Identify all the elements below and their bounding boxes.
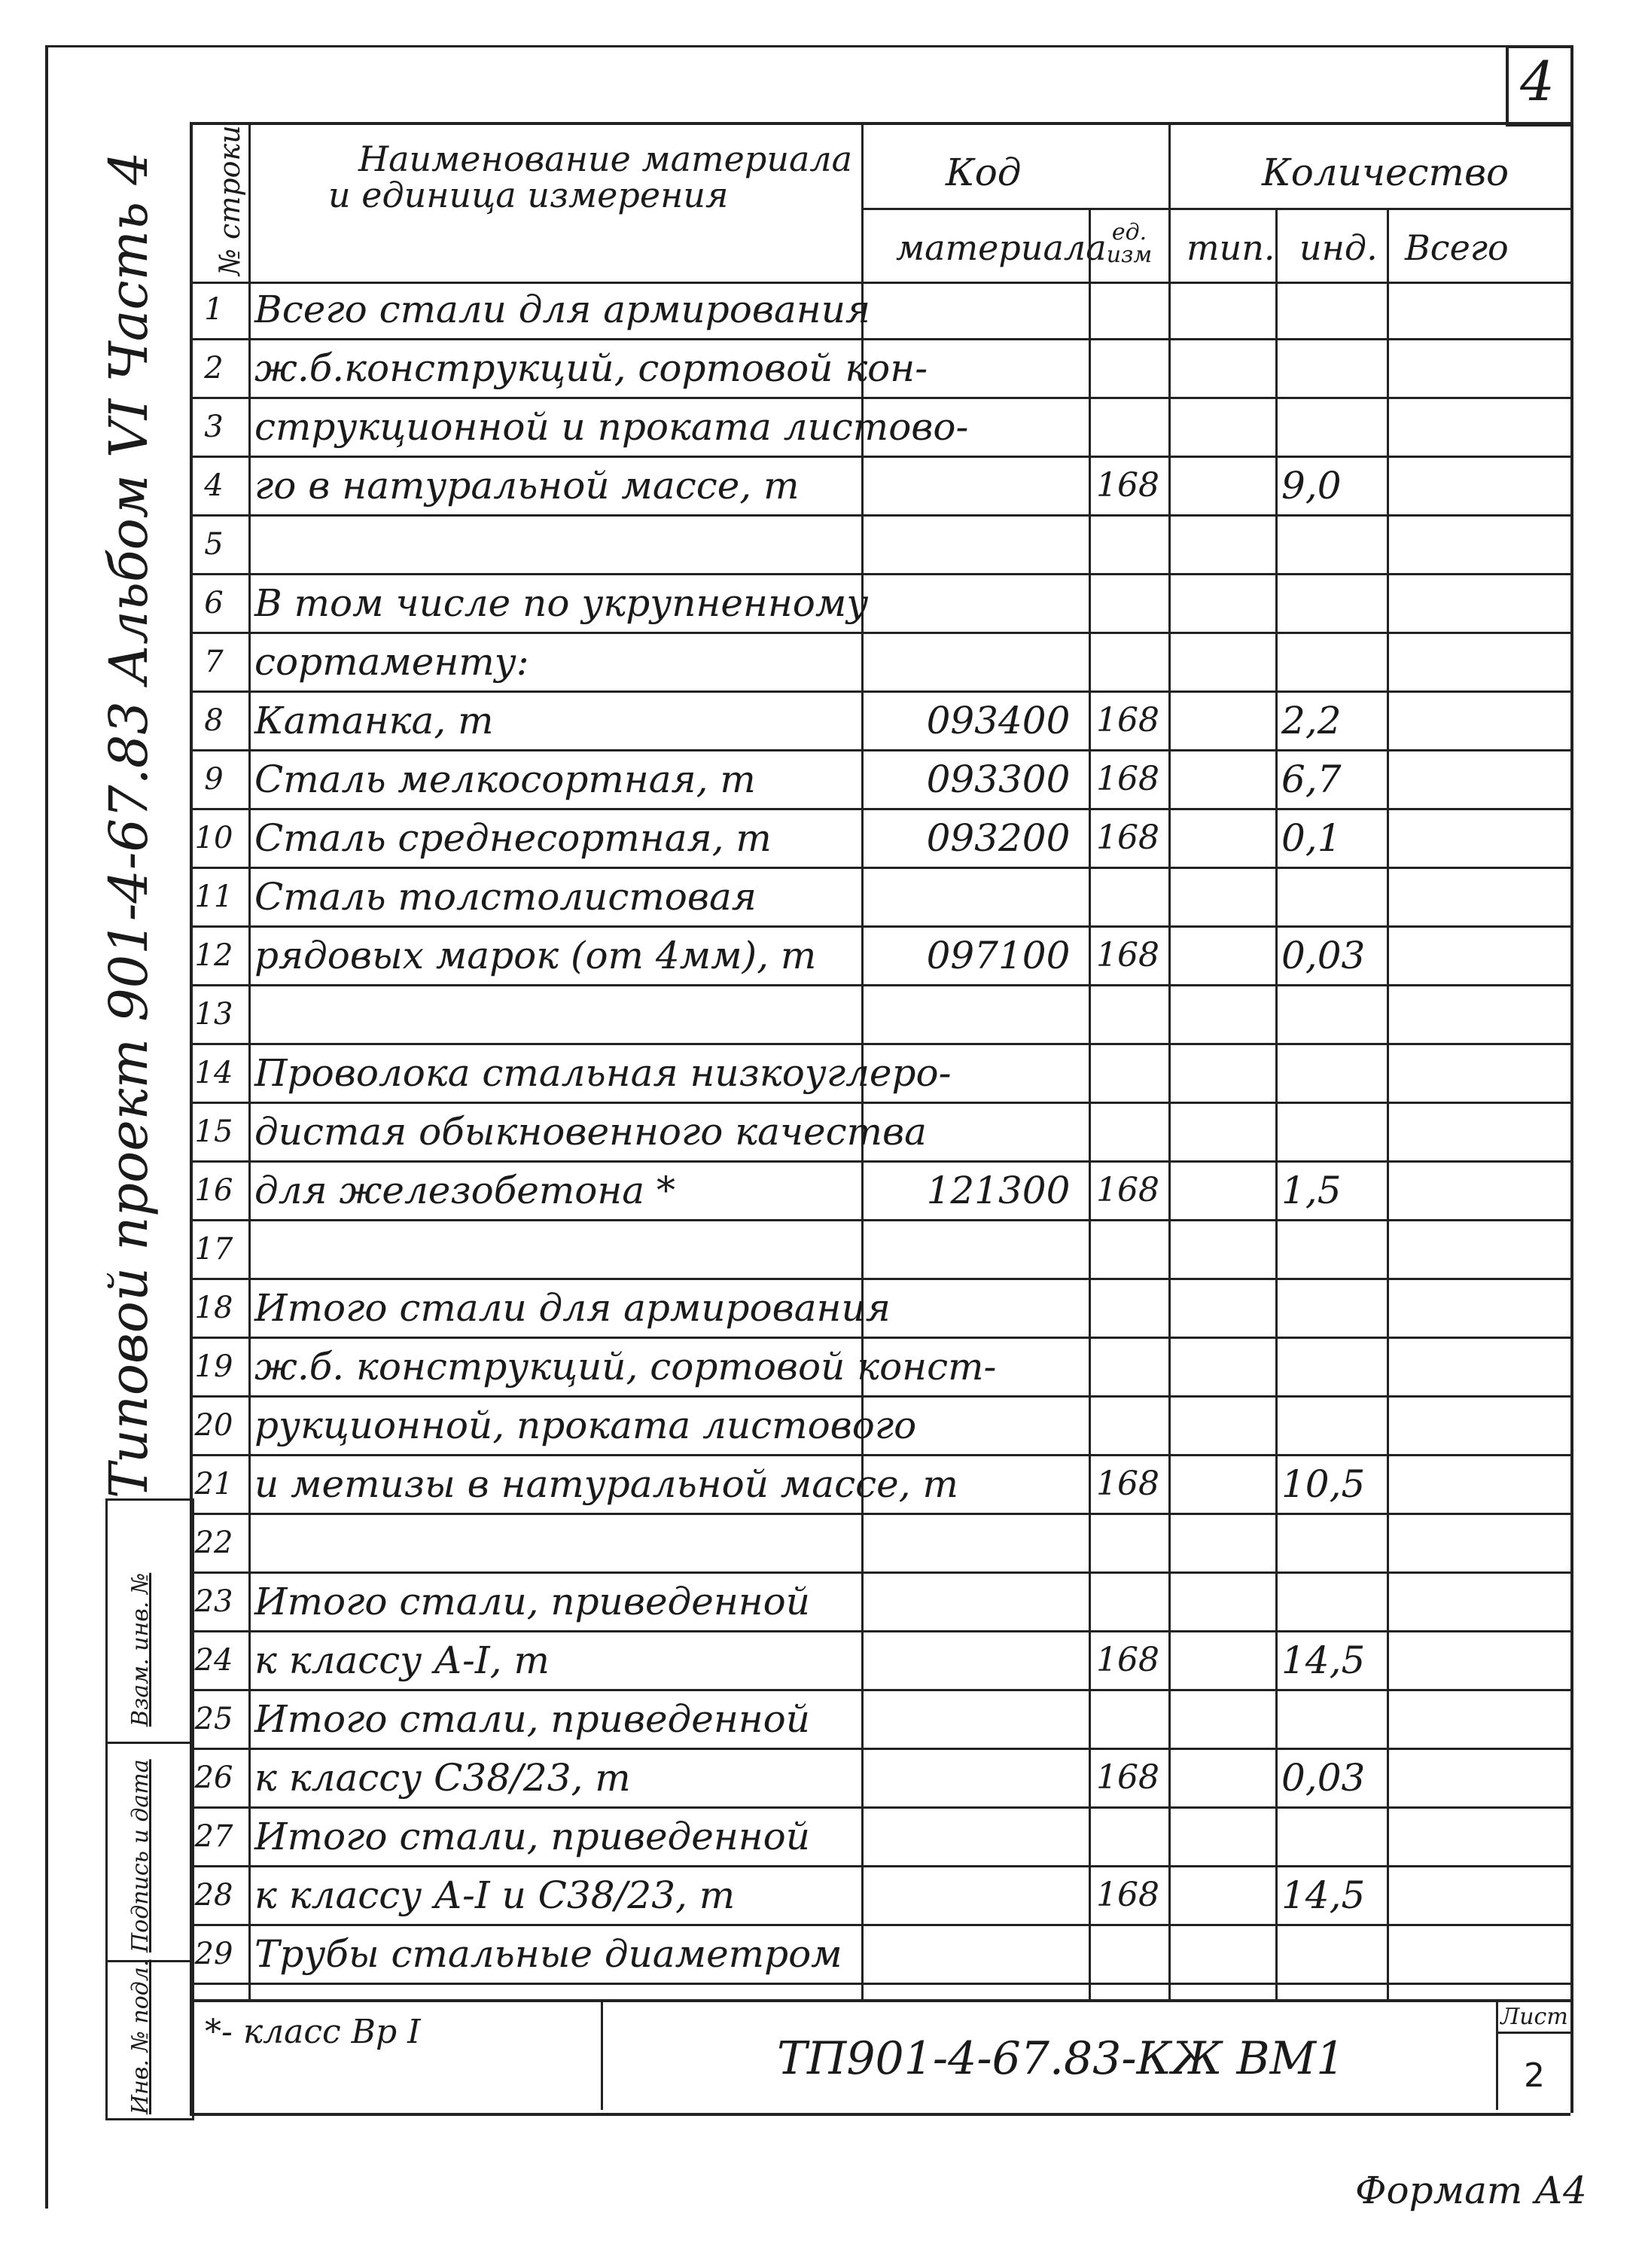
row-number: 19 [194, 1349, 233, 1384]
row-name: ж.б.конструкций, сортовой кон- [254, 346, 928, 390]
row-name: струкционной и проката листово- [254, 405, 969, 449]
title-block-divider [601, 2002, 603, 2110]
corner-sheet-number: 4 [1520, 50, 1555, 113]
row-unit-code: 168 [1096, 701, 1159, 739]
row-name: Катанка, т [254, 699, 494, 742]
row-name: к классу А-I, т [254, 1639, 550, 1682]
table-row [190, 986, 1570, 1045]
row-unit-code: 168 [1096, 1876, 1159, 1914]
table-row [190, 1515, 1570, 1574]
row-number: 15 [194, 1114, 233, 1149]
row-number: 2 [204, 351, 224, 386]
side-title: Типовой проект 901-4-67.83 Альбом VI Часть 4 [98, 151, 160, 1498]
row-unit-code: 168 [1096, 760, 1159, 798]
row-number: 28 [194, 1878, 233, 1913]
row-name: Сталь толстолистовая [254, 875, 757, 919]
row-number: 14 [194, 1056, 233, 1090]
table-body [190, 282, 1570, 1985]
row-name: рукционной, проката листового [254, 1404, 917, 1447]
table-row [190, 1221, 1570, 1280]
row-name: дистая обыкновенного качества [254, 1110, 927, 1154]
table-row [190, 1339, 1570, 1398]
table-row [190, 869, 1570, 928]
row-unit-code: 168 [1096, 1465, 1159, 1503]
header-qty-typ: тип. [1187, 227, 1275, 268]
row-number: 13 [194, 997, 233, 1032]
table-row [190, 1280, 1570, 1339]
row-qty-ind: 0,03 [1281, 1756, 1366, 1800]
row-number: 6 [204, 586, 224, 620]
table-row [190, 751, 1570, 810]
header-qty-total: Всего [1405, 227, 1509, 268]
row-unit-code: 168 [1096, 1171, 1159, 1209]
row-name: и метизы в натуральной массе, т [254, 1462, 958, 1506]
row-number: 16 [194, 1173, 233, 1208]
header-subrule [861, 208, 1570, 210]
table-row [190, 517, 1570, 575]
table-row [190, 399, 1570, 458]
row-number: 18 [194, 1291, 233, 1325]
row-number: 27 [194, 1819, 233, 1854]
row-qty-ind: 1,5 [1281, 1169, 1342, 1212]
row-number: 25 [194, 1702, 233, 1736]
row-material-code: 097100 [926, 934, 1071, 977]
row-number: 20 [194, 1408, 233, 1443]
row-qty-ind: 10,5 [1281, 1462, 1366, 1506]
table-row [190, 1750, 1570, 1809]
table-row [190, 1104, 1570, 1163]
row-material-code: 093200 [926, 816, 1071, 860]
row-material-code: 121300 [926, 1169, 1071, 1212]
row-name: Проволока стальная низкоуглеро- [254, 1051, 952, 1095]
row-number: 21 [194, 1467, 233, 1501]
row-number: 1 [204, 292, 224, 327]
row-name: Трубы стальные диаметром [254, 1932, 842, 1976]
row-qty-ind: 0,1 [1281, 816, 1342, 860]
title-block [190, 1999, 1570, 2116]
row-name: В том числе по укрупненному [254, 581, 869, 625]
document-code: ТП901-4-67.83-КЖ ВМ1 [777, 2032, 1345, 2085]
row-number: 29 [194, 1937, 233, 1971]
row-qty-ind: 14,5 [1281, 1873, 1366, 1917]
row-name: Итого стали для армирования [254, 1286, 891, 1330]
header-code-unit: ед. изм [1106, 219, 1153, 268]
format-label: Формат А4 [1355, 2169, 1587, 2212]
stamp-replace-inv: Взам. инв. № [127, 1572, 154, 1727]
table-row [190, 340, 1570, 399]
header-row-number: № строки [213, 125, 246, 276]
header-code-material: материала [896, 227, 1107, 268]
header-qty-ind: инд. [1299, 227, 1378, 268]
table-row [190, 1398, 1570, 1456]
table-row [190, 1926, 1570, 1985]
sheet-box [1496, 2002, 1570, 2110]
row-name: Итого стали, приведенной [254, 1815, 810, 1858]
table-row [190, 1809, 1570, 1867]
row-name: го в натуральной массе, т [254, 464, 800, 508]
row-number: 10 [194, 821, 233, 855]
row-qty-ind: 9,0 [1281, 464, 1342, 508]
row-name: для железобетона * [254, 1169, 676, 1212]
table-row [190, 282, 1570, 340]
table-row [190, 634, 1570, 693]
row-name: сортаменту: [254, 640, 529, 684]
row-name: Итого стали, приведенной [254, 1580, 810, 1623]
row-unit-code: 168 [1096, 466, 1159, 505]
row-number: 9 [204, 762, 224, 797]
row-number: 8 [204, 703, 224, 738]
table-row [190, 1691, 1570, 1750]
table-row [190, 1163, 1570, 1221]
table-row [190, 1632, 1570, 1691]
row-number: 24 [194, 1643, 233, 1678]
header-quantity: Количество [1262, 151, 1509, 194]
row-name: ж.б. конструкций, сортовой конст- [254, 1345, 997, 1389]
stamp-inv-orig: Инв. № подл. [127, 1959, 154, 2114]
row-name: Всего стали для армирования [254, 288, 871, 331]
header-code: Код [946, 151, 1022, 194]
row-unit-code: 168 [1096, 936, 1159, 974]
row-unit-code: 168 [1096, 1641, 1159, 1679]
row-qty-ind: 0,03 [1281, 934, 1366, 977]
approval-stamp [105, 1498, 194, 2120]
table-row [190, 1045, 1570, 1104]
table-row [190, 575, 1570, 634]
row-name: к классу С38/23, т [254, 1756, 631, 1800]
row-number: 12 [194, 938, 233, 973]
row-qty-ind: 14,5 [1281, 1639, 1366, 1682]
row-material-code: 093400 [926, 699, 1071, 742]
table-row [190, 1456, 1570, 1515]
row-name: к классу А-I и С38/23, т [254, 1873, 736, 1917]
footnote: *- класс Вр I [205, 2013, 421, 2051]
row-number: 5 [204, 527, 224, 562]
row-number: 17 [194, 1232, 233, 1267]
row-number: 11 [194, 879, 233, 914]
row-unit-code: 168 [1096, 818, 1159, 857]
row-number: 3 [204, 410, 224, 444]
stamp-divider [108, 1742, 192, 1744]
stamp-signature-date: Подпись и дата [127, 1759, 154, 1952]
row-name: рядовых марок (от 4мм), т [254, 934, 817, 977]
sheet-label: Лист [1498, 2004, 1570, 2034]
row-number: 4 [204, 468, 224, 503]
row-unit-code: 168 [1096, 1758, 1159, 1797]
table-row [190, 693, 1570, 751]
table-row [190, 810, 1570, 869]
row-qty-ind: 2,2 [1281, 699, 1342, 742]
row-name: Сталь среднесортная, т [254, 816, 772, 860]
row-number: 7 [204, 645, 224, 679]
row-number: 26 [194, 1760, 233, 1795]
row-name: Итого стали, приведенной [254, 1697, 810, 1741]
header-name-line2: и единица измерения [328, 175, 729, 215]
table-row [190, 458, 1570, 517]
row-number: 23 [194, 1584, 233, 1619]
table-row [190, 928, 1570, 986]
table-row [190, 1867, 1570, 1926]
row-number: 22 [194, 1526, 233, 1560]
row-name: Сталь мелкосортная, т [254, 758, 756, 801]
header-name-line1: Наименование материала [358, 139, 853, 179]
row-qty-ind: 6,7 [1281, 758, 1342, 801]
sheet-number: 2 [1524, 2056, 1545, 2095]
row-material-code: 093300 [926, 758, 1071, 801]
table-row [190, 1574, 1570, 1632]
